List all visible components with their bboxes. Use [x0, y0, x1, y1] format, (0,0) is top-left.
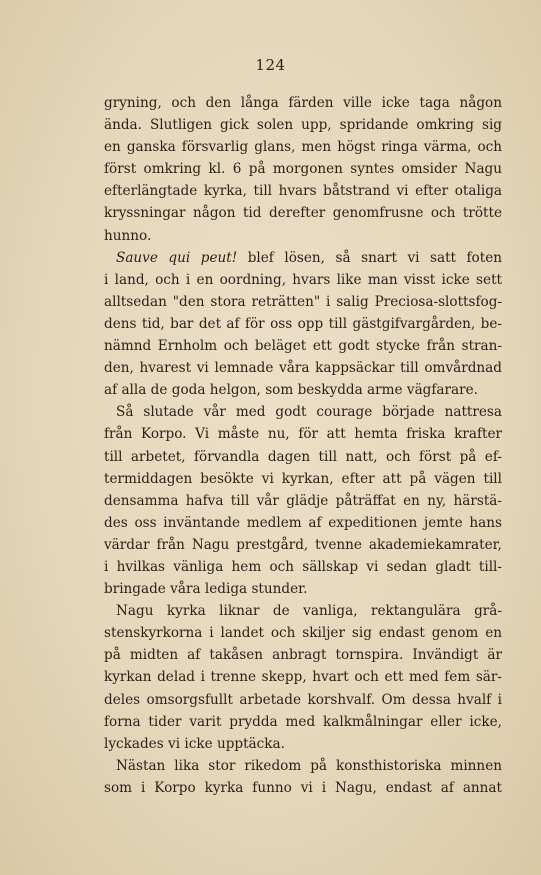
paragraph: [104, 401, 502, 600]
paragraph: [104, 600, 502, 755]
text-line: bringade våra lediga stunder.: [104, 581, 308, 598]
text-line: forna tider varit prydda med kalkmålningar eller icke,: [104, 713, 502, 730]
paragraph: [104, 247, 502, 402]
text-line: stenskyrkorna i landet och skiljer sig endast genom en: [104, 625, 502, 642]
text-line: dens tid, bar det af för oss opp till gästgifvargården, be-: [104, 315, 502, 332]
text-line: den, hvarest vi lemnade våra kappsäckar till omvårdnad: [104, 360, 502, 377]
text-line: först omkring kl. 6 på morgonen syntes omsider Nagu: [104, 161, 502, 178]
text-line: termiddagen besökte vi kyrkan, efter att på vägen till: [104, 470, 502, 487]
text-line: en ganska försvarlig glans, men högst ringa värma, och: [104, 139, 502, 156]
text-line: efterlängtade kyrka, till hvars båtstrand vi efter otaliga: [104, 183, 502, 200]
italic-phrase: Sauve qui peut!: [116, 249, 238, 266]
text-line: nämnd Ernholm och beläget ett godt stycke från stran-: [104, 338, 502, 355]
text-line: som i Korpo kyrka funno vi i Nagu, endast af annat: [104, 779, 502, 796]
text-line: Nästan lika stor rikedom på konsthistoriska minnen: [116, 757, 502, 774]
text-line: deles omsorgsfullt arbetade korshvalf. Om dessa hvalf i: [104, 691, 502, 708]
text-line: kryssningar någon tid derefter genomfrusne och trötte: [104, 205, 502, 222]
text-line: värdar från Nagu prestgård, tvenne akademiekamrater,: [104, 536, 502, 553]
page-number: 124: [255, 56, 286, 74]
text-line: från Korpo. Vi måste nu, för att hemta friska krafter: [104, 426, 502, 443]
text-line: alltsedan "den stora reträtten" i salig Preciosa-slottsfog-: [104, 293, 502, 310]
paragraph: [104, 92, 502, 247]
text-line: i land, och i en oordning, hvars like man visst icke sett: [104, 271, 502, 288]
text-line: Nagu kyrka liknar de vanliga, rektangulära grå-: [116, 603, 502, 620]
text-line: hunno.: [104, 227, 152, 244]
text-line: Så slutade vår med godt courage började nattresa: [116, 404, 502, 421]
text-line: kyrkan delad i trenne skepp, hvart och ett med fem sär-: [104, 669, 502, 686]
text-line: gryning, och den långa färden ville icke taga någon: [104, 95, 502, 111]
text-fragment: blef lösen, så snart vi satt foten: [237, 249, 502, 266]
text-line: ända. Slutligen gick solen upp, spridande omkring sig: [104, 117, 502, 134]
text-line: i hvilkas vänliga hem och sällskap vi sedan gladt till-: [104, 558, 502, 575]
text-line: till arbetet, förvandla dagen till natt, och först på ef-: [104, 448, 502, 465]
text-line: lyckades vi icke upptäcka.: [104, 735, 285, 752]
body-text: [104, 92, 502, 799]
text-line: densamma hafva till vår glädje påträffat en ny, härstä-: [104, 492, 502, 509]
paragraph: [104, 755, 502, 799]
text-line: af alla de goda helgon, som beskydda arme vägfarare.: [104, 382, 478, 399]
text-line: [104, 247, 502, 269]
text-line: på midten af takåsen anbragt tornspira. Invändigt är: [104, 647, 502, 664]
text-line: des oss inväntande medlem af expeditionen jemte hans: [104, 514, 502, 531]
